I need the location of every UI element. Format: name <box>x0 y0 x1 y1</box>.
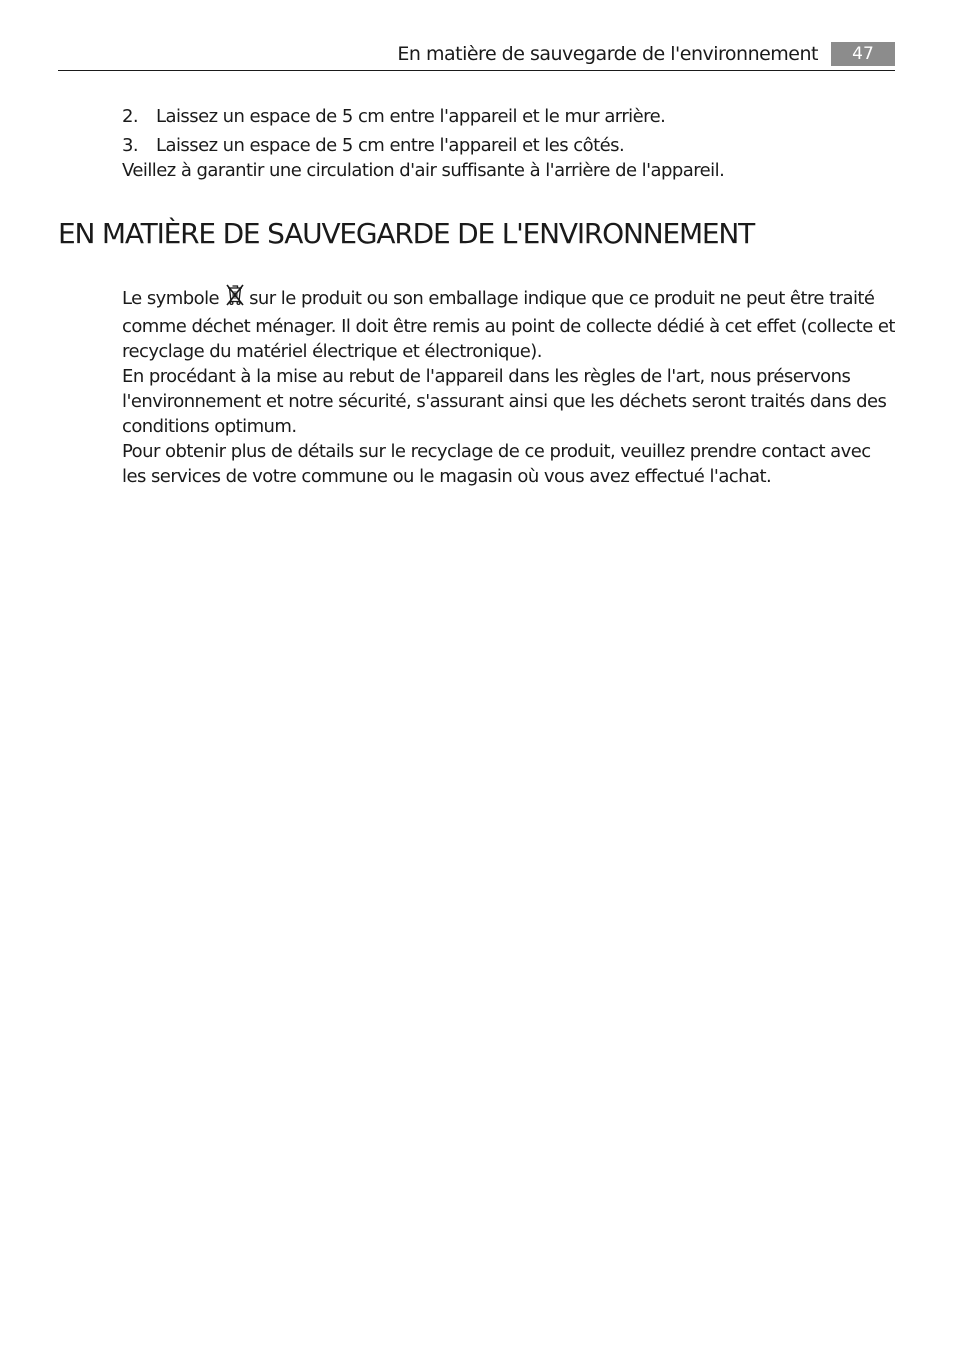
paragraph-1-text: sur le produit ou son emballage indique que ce produit ne peut être traité comme déchet ménager. Il doit être remis au point de collecte dédié à cet effet (collecte et recyclage du matériel électrique et électronique). <box>122 288 895 362</box>
page-number: 47 <box>831 42 895 66</box>
running-title: En matière de sauvegarde de l'environnement <box>397 43 818 65</box>
section-body <box>122 283 897 489</box>
installation-steps <box>122 104 897 183</box>
ventilation-note: Veillez à garantir une circulation d'air suffisante à l'arrière de l'appareil. <box>122 160 725 181</box>
step-number: 2. <box>122 106 139 127</box>
crossed-out-wheelie-bin-icon <box>225 283 245 314</box>
step-text: Laissez un espace de 5 cm entre l'appareil et les côtés. <box>156 135 625 156</box>
section-heading: EN MATIÈRE DE SAUVEGARDE DE L'ENVIRONNEMENT <box>58 217 755 250</box>
list-item <box>122 133 897 158</box>
step-number: 3. <box>122 135 139 156</box>
symbol-intro: Le symbole <box>122 288 220 309</box>
paragraph-3: Pour obtenir plus de détails sur le recyclage de ce produit, veuillez prendre contact avec les services de votre commune ou le magasin où vous avez effectué l'achat. <box>122 441 871 487</box>
paragraph-2: En procédant à la mise au rebut de l'appareil dans les règles de l'art, nous préservons l'environnement et notre sécurité, s'assurant ainsi que les déchets seront traités dans des conditions optimum. <box>122 366 887 437</box>
paragraph-symbol <box>122 283 897 364</box>
step-text: Laissez un espace de 5 cm entre l'appareil et le mur arrière. <box>156 106 666 127</box>
running-header <box>58 40 895 71</box>
list-item <box>122 104 897 129</box>
